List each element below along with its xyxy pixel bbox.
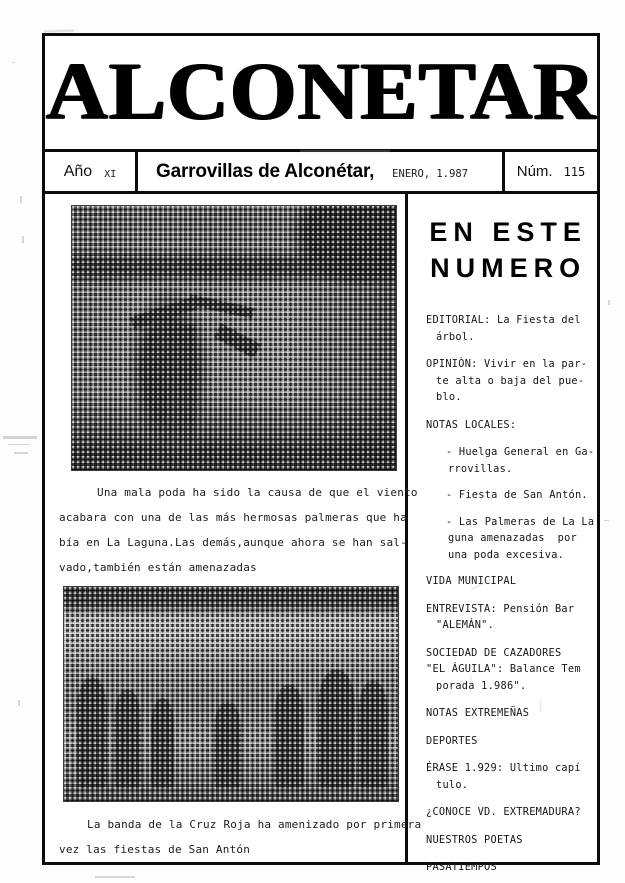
caption-line: acabara con una de las más hermosas palmeras que ha [59, 510, 407, 524]
contents-entry-line: - Las Palmeras de La La [446, 515, 595, 528]
contents-entry-line: guna amenazadas por [448, 532, 577, 544]
contents-heading-line-1: EN ESTE [429, 217, 587, 247]
contents-entry-line: SOCIEDAD DE CAZADORES [426, 646, 562, 659]
contents-entry[interactable] [426, 601, 594, 634]
issue-date: ENERO, 1.987 [392, 167, 469, 180]
contents-entry-line: tulo. [436, 778, 469, 791]
photo-grain-texture [72, 206, 396, 470]
contents-entry[interactable] [426, 733, 594, 750]
publication-title: ALCONETAR [45, 46, 597, 137]
contents-entry-line: ÉRASE 1.929: Ultimo capí [426, 762, 581, 774]
contents-entry-line: NUESTROS POETAS [426, 833, 523, 846]
contents-entry-line: blo. [436, 391, 462, 403]
scan-speck [22, 236, 24, 243]
page-body [45, 194, 597, 873]
masthead [45, 36, 597, 152]
contents-entry-line: rrovillas. [448, 462, 513, 475]
contents-entry[interactable] [426, 417, 594, 434]
right-column-contents [408, 194, 602, 873]
year-cell [45, 152, 138, 191]
scan-speck [608, 300, 610, 305]
caption-line: vez las fiestas de San Antón [59, 843, 251, 856]
year-value: XI [104, 169, 117, 180]
scan-smudge [300, 150, 390, 152]
contents-entry-line: NOTAS LOCALES: [426, 418, 517, 431]
contents-entry[interactable] [426, 760, 594, 793]
issue-number-label: Núm. [516, 163, 553, 180]
newspaper-front-page [42, 33, 600, 873]
caption-line: bía en La Laguna.Las demás,aunque ahora se han sal- [59, 535, 407, 549]
contents-entry-line: porada 1.986". [436, 679, 527, 692]
contents-entry-line: EDITORIAL: La Fiesta del [426, 314, 581, 326]
contents-entry-line: te alta o baja del pue- [436, 374, 585, 387]
contents-entry[interactable] [426, 832, 594, 849]
place-and-date-cell [138, 152, 505, 191]
contents-entry-line: una poda excesiva. [448, 548, 565, 561]
contents-entry-line: OPINIÒN: Vivir en la par- [426, 358, 588, 370]
caption-banda [59, 812, 422, 862]
scan-speck [20, 196, 22, 203]
contents-entry[interactable] [436, 514, 594, 564]
scan-speck [18, 700, 20, 706]
contents-entry-line: DEPORTES [426, 734, 478, 747]
contents-entry-line: ENTREVISTA: Pensión Bar [426, 602, 575, 615]
contents-entry-line: VIDA MUNICIPAL [426, 575, 517, 587]
issue-number-value: 115 [563, 164, 586, 179]
scan-speck [3, 436, 37, 439]
caption-line: Una mala poda ha sido la causa de que el viento [97, 485, 418, 499]
contents-entry[interactable] [426, 804, 594, 821]
contents-entry[interactable] [426, 705, 594, 722]
contents-entry-line: "EL ÁGUILA": Balance Tem [426, 663, 581, 675]
contents-heading [426, 214, 594, 286]
photo-banda [63, 586, 399, 802]
photo-palmera [71, 205, 397, 471]
issue-info-bar [45, 152, 597, 194]
scan-smudge [540, 700, 541, 712]
scan-speck [95, 876, 135, 878]
contents-entry-line: NOTAS EXTREMEÑAS [426, 707, 530, 719]
contents-list [426, 312, 594, 876]
contents-entry[interactable] [426, 356, 594, 406]
scan-speck [14, 452, 28, 454]
contents-entry-line: PASATIEMPOS [426, 861, 497, 873]
contents-entry[interactable] [426, 645, 594, 695]
year-label: Año [63, 162, 93, 180]
contents-entry-line: ¿CONOCE VD. EXTREMADURA? [426, 806, 581, 818]
contents-entry-line: - Fiesta de San Antón. [446, 489, 588, 501]
contents-entry-line: "ALEMÁN". [436, 619, 495, 631]
caption-line: vado,también están amenazadas [59, 560, 257, 574]
place-name: Garrovillas de Alconétar, [156, 160, 375, 182]
photo-grain-texture [64, 587, 398, 801]
scan-smudge [470, 676, 471, 692]
scan-speck [8, 444, 30, 445]
caption-line: La banda de la Cruz Roja ha amenizado por primera [87, 818, 422, 831]
contents-heading-line-2: NUMERO [430, 253, 587, 283]
contents-entry[interactable] [426, 573, 594, 590]
scan-speck [12, 62, 15, 63]
contents-entry-line: - Huelga General en Ga- [446, 446, 595, 458]
contents-entry[interactable] [436, 444, 594, 477]
contents-entry-line: árbol. [436, 330, 475, 343]
left-column [45, 194, 422, 862]
contents-entry[interactable] [426, 859, 594, 876]
scan-speck [604, 520, 609, 521]
contents-entry[interactable] [436, 487, 594, 504]
contents-entry[interactable] [426, 312, 594, 345]
caption-palmera [59, 480, 418, 580]
issue-number-cell [505, 152, 597, 191]
